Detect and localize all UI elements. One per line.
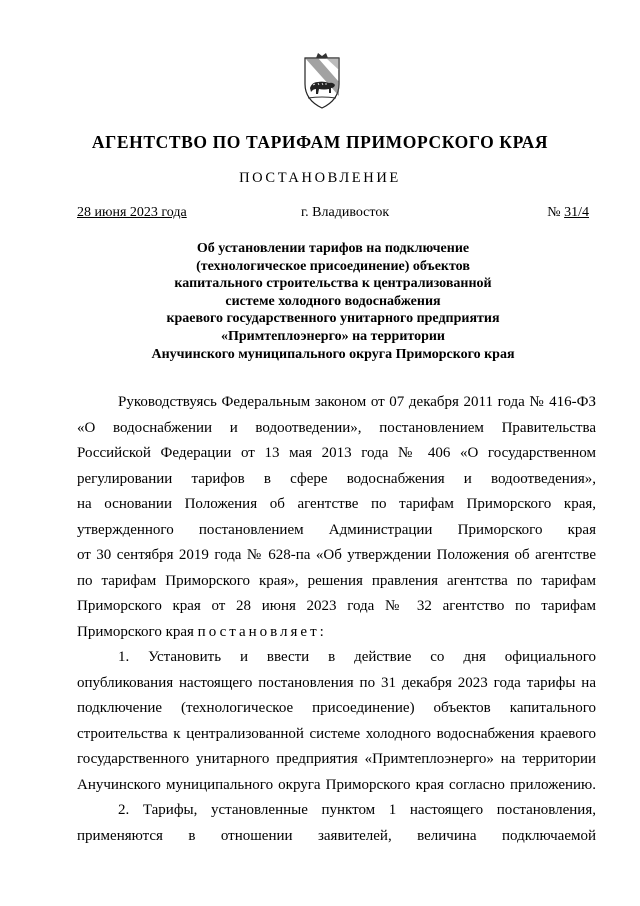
title-line: краевого государственного унитарного предприятия (166, 311, 500, 327)
body-line: подключение (технологическое присоединение) объектов капитального (77, 700, 596, 716)
title-line: Об установлении тарифов на подключение (196, 241, 470, 256)
resolution-word: постановляет: (197, 623, 327, 640)
body-line: Российской Федерации от 13 мая 2013 года № 406 «О государственном (77, 445, 596, 461)
document-number (547, 205, 589, 221)
body-line: Анучинского муниципального округа Приморского края согласно приложению. (77, 776, 596, 793)
body-line: регулировании тарифов в сфере водоснабжения и водоотведения», (77, 470, 596, 487)
document-city: г. Владивосток (301, 205, 390, 220)
document-meta-row (77, 205, 589, 223)
body-line: строительства к централизованной системе холодного водоснабжения краевого (77, 725, 596, 742)
agency-name: АГЕНТСТВО ПО ТАРИФАМ ПРИМОРСКОГО КРАЯ (91, 132, 549, 152)
title-line: системе холодного водоснабжения (225, 293, 441, 309)
body-line: государственного унитарного предприятия «Примтеплоэнерго» на территории (77, 751, 596, 767)
document-body (77, 390, 596, 849)
resolution-prefix: Приморского края (77, 623, 198, 640)
body-line: 1. Установить и ввести в действие со дня официального (118, 649, 596, 665)
body-line: по тарифам Приморского края», решения правления агентства по тарифам (77, 572, 596, 589)
document-date: 28 июня 2023 года (77, 205, 187, 220)
title-line: Анучинского муниципального округа Приморского края (151, 346, 515, 362)
body-line: утвержденного постановлением Администрации Приморского края (77, 521, 596, 538)
document-type: ПОСТАНОВЛЕНИЕ (239, 170, 401, 186)
title-line: (технологическое присоединение) объектов (196, 258, 470, 274)
primorsky-krai-coat-of-arms-icon (302, 52, 342, 110)
body-line: применяются в отношении заявителей, величина подключаемой (77, 827, 596, 844)
body-line: Руководствуясь Федеральным законом от 07 декабря 2011 года № 416-ФЗ (118, 394, 596, 410)
body-line: Приморского края от 28 июня 2023 года № 32 агентство по тарифам (77, 598, 596, 614)
document-title (77, 240, 589, 363)
body-line: на основании Положения об агентстве по тарифам Приморского края, (77, 496, 596, 512)
body-line-resolution (77, 620, 596, 646)
title-line: капитального строительства к централизованной (174, 276, 492, 292)
body-line: от 30 сентября 2019 года № 628-па «Об утверждении Положения об агентстве (77, 547, 596, 563)
title-line: «Примтеплоэнерго» на территории (221, 328, 445, 344)
body-line: «О водоснабжении и водоотведении», постановлением Правительства (77, 419, 596, 436)
body-line: опубликования настоящего постановления по 31 декабря 2023 года тарифы на (77, 674, 596, 691)
document-number-value: 31/4 (564, 205, 589, 220)
body-line: 2. Тарифы, установленные пунктом 1 настоящего постановления, (118, 802, 596, 818)
document-number-prefix: № (547, 205, 565, 220)
